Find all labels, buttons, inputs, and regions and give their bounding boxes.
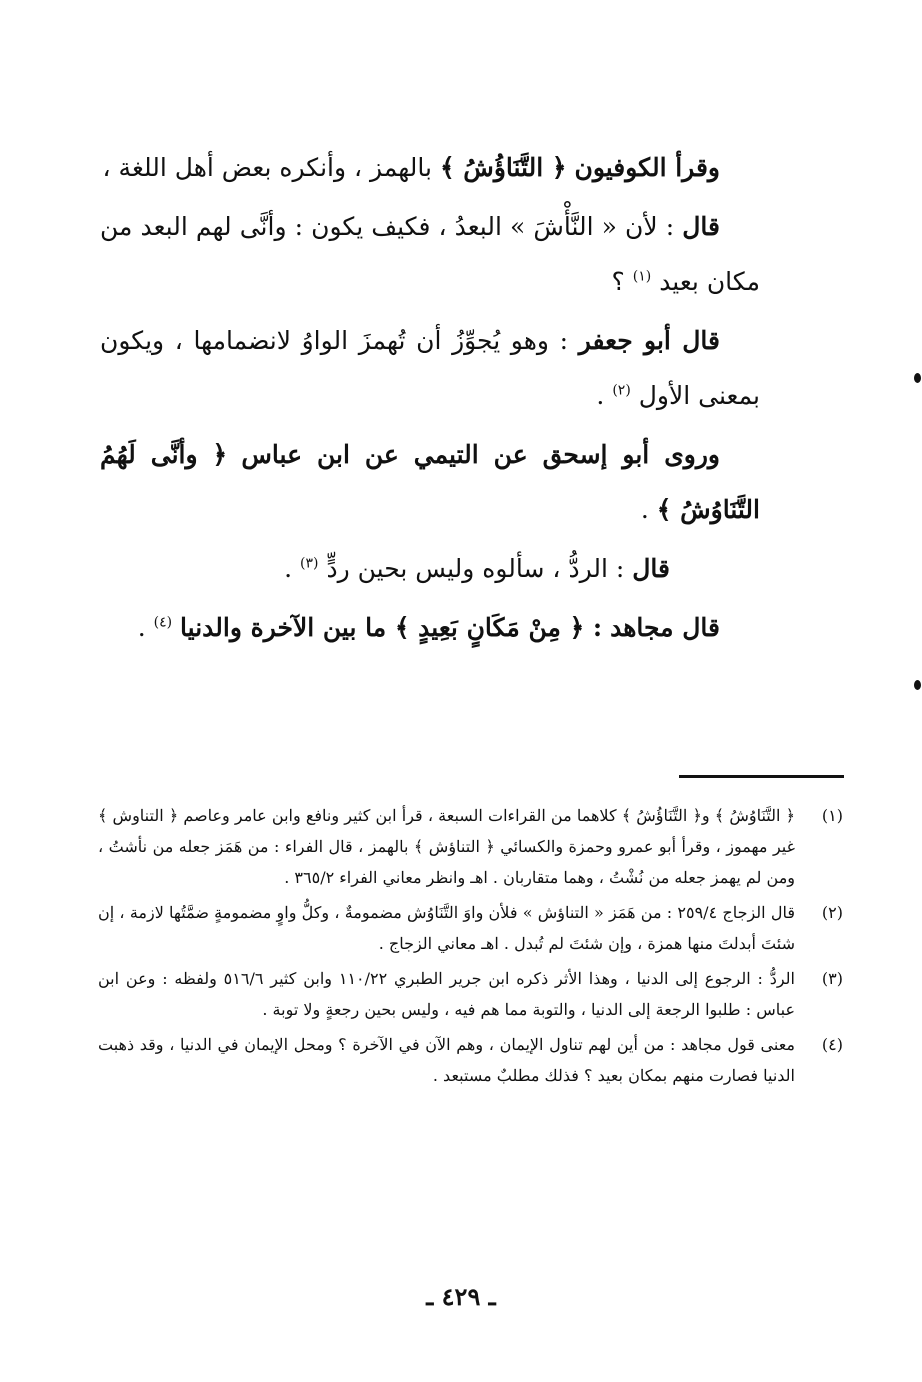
footnote-item: [98, 897, 843, 959]
paragraph-body: : الردُّ ، سألوه وليس بحين ردٍّ: [326, 554, 625, 583]
quran-quote: ﴿ وأنَّى لَهُمُ التَّنَاوُشُ ﴾: [100, 440, 760, 524]
paragraph-3: [100, 313, 760, 423]
footnote-number: (٤): [821, 1035, 843, 1054]
paragraph-body: : لأن « النَّأْشَ » البعدُ ، فكيف يكون : وأنَّى لهم البعد من مكان بعيد: [100, 212, 760, 296]
paragraph-tail: ؟: [611, 267, 625, 296]
footnote-ref[interactable]: (٣): [300, 555, 319, 572]
footnote-number: (١): [821, 806, 843, 825]
footnote-item: [98, 1029, 843, 1091]
paragraph-lead: وروى أبو إسحق عن التيمي عن ابن عباس: [241, 440, 720, 469]
footnote-ref[interactable]: (١): [632, 268, 652, 285]
quran-quote: : ﴿ مِنْ مَكَانٍ بَعِيدٍ ﴾ ما بين الآخرة والدنيا: [180, 613, 603, 642]
paragraph-2: [100, 199, 760, 309]
paragraph-tail: .: [284, 554, 293, 583]
paragraph-6: [100, 600, 760, 655]
paragraph-body: : وهو يُجوِّزُ أن تُهمزَ الواوُ لانضمامها ، ويكون بمعنى الأول: [100, 326, 760, 410]
footnote-number: (٣): [821, 969, 843, 988]
paragraph-lead: قال: [682, 212, 720, 241]
footnote-ref[interactable]: (٢): [612, 382, 631, 399]
page-number: ـ ٤٢٩ ـ: [426, 1282, 496, 1311]
footnote-text: ﴿ التَّنَاوُشُ ﴾ و﴿ التَّنَاؤُشُ ﴾ كلاهما من القراءات السبعة ، قرأ ابن كثير ونافع وابن عامر وعاصم ﴿ التناوش ﴾ غير مهموز ، وقرأ أبو عمرو وحمزة والكسائي ﴿ التناؤش ﴾ بالهمز ، قال الفراء : من هَمَز جعله من نأشتُ ، ومن لم يهمز جعله من نُشْتُ ، وهما متقاربان . اهـ وانظر معاني الفراء ٣٦٥/٢ .: [98, 806, 795, 887]
footnote-item: [98, 963, 843, 1025]
footnotes: [98, 800, 843, 1095]
footnote-item: [98, 800, 843, 893]
paragraph-tail: .: [137, 613, 146, 642]
paragraph-4: [100, 427, 760, 537]
paragraph-lead: قال: [632, 554, 670, 583]
footnote-number: (٢): [821, 903, 843, 922]
footnote-text: قال الزجاج ٢٥٩/٤ : من هَمَز « التناؤش » فلأن واوَ التَّنَاوُش مضمومةٌ ، وكلُّ واوٍ مضمومةٍ ضمَّتُها لازمة ، إن شئتَ أبدلتَ منها همزة ، وإن شئتَ لم تُبدل . اهـ معاني الزجاج .: [98, 903, 795, 953]
footnote-text: معنى قول مجاهد : من أين لهم تناول الإيمان ، وهم الآن في الآخرة ؟ ومحل الإيمان في الدنيا ، وقد ذهبت الدنيا فصارت منهم بمكان بعيد ؟ فذلك مطلبٌ مستبعد .: [98, 1035, 795, 1085]
paragraph-5: [100, 541, 760, 596]
footnote-ref[interactable]: (٤): [153, 614, 173, 631]
margin-mark: [914, 680, 921, 690]
footnote-text: الردُّ : الرجوع إلى الدنيا ، وهذا الأثر ذكره ابن جرير الطبري ١١٠/٢٢ وابن كثير ٥١٦/٦ ولفظه : وعن ابن عباس : طلبوا الرجعة إلى الدنيا ، والتوبة مما هم فيه ، وليس بحين رجعةٍ ولا توبة .: [98, 969, 795, 1019]
paragraph-lead: قال أبو جعفر: [578, 326, 720, 355]
quran-quote: ﴿ التَّنَاؤُشُ ﴾: [439, 153, 567, 182]
paragraph-body: بالهمز ، وأنكره بعض أهل اللغة ،: [102, 153, 432, 182]
footnote-separator: [679, 775, 844, 778]
paragraph-body: .: [640, 495, 649, 524]
main-text: [100, 140, 760, 659]
paragraph-lead: قال مجاهد: [610, 613, 720, 642]
paragraph-lead: وقرأ الكوفيون: [574, 153, 720, 182]
paragraph-tail: .: [596, 381, 605, 410]
paragraph-1: [100, 140, 760, 195]
margin-mark: [914, 373, 921, 383]
